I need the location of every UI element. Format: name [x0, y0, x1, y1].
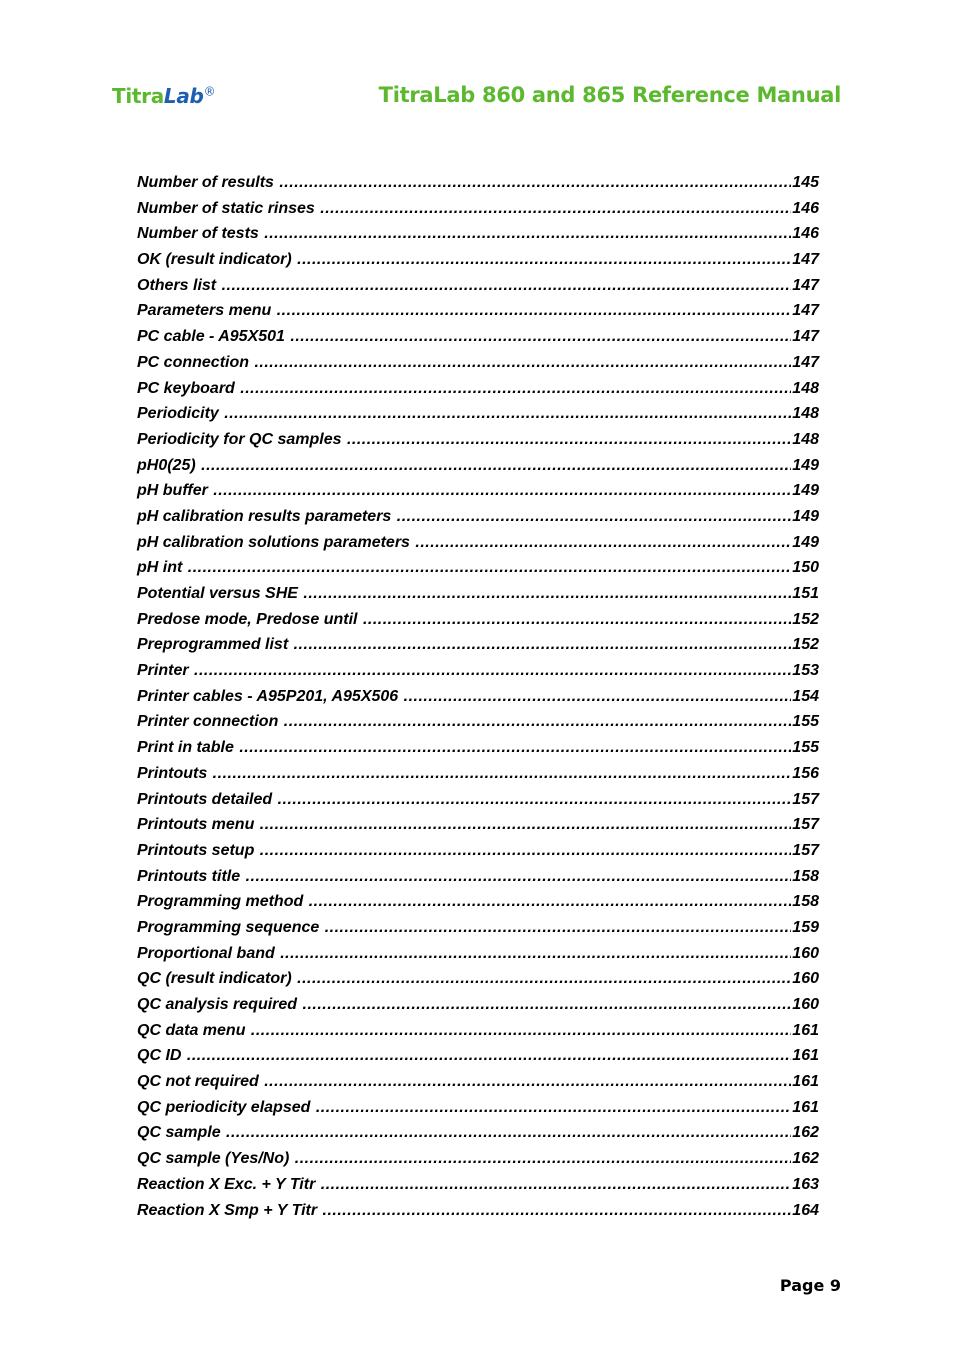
- index-entry-page: 161: [792, 1073, 819, 1091]
- index-entry-term: Number of results: [137, 174, 279, 191]
- index-entry-page: 151: [792, 585, 819, 602]
- index-entry-term: Printer: [137, 662, 194, 680]
- index-entry-term: Printer connection: [137, 713, 283, 731]
- index-entry: [137, 328, 819, 354]
- index-entry-term: QC sample (Yes/No): [137, 1150, 294, 1168]
- index-entry-term: pH calibration solutions parameters: [137, 533, 415, 551]
- index-entry: [137, 893, 819, 919]
- dot-leader: [325, 919, 792, 937]
- index-entry: [137, 200, 819, 226]
- index-entry-page: 149: [792, 533, 819, 551]
- index-entry-page: 160: [792, 996, 819, 1013]
- dot-leader: [278, 791, 792, 809]
- dot-leader: [194, 662, 791, 680]
- index-entry-page: 160: [792, 944, 819, 962]
- index-entry: [137, 457, 819, 483]
- index-entry-page: 161: [792, 1021, 819, 1039]
- dot-leader: [240, 380, 791, 398]
- index-entry: [137, 636, 819, 662]
- index-entry: [137, 174, 819, 200]
- index-entry: [137, 302, 819, 328]
- dot-leader: [347, 431, 791, 449]
- brand-logo-part1: Titra: [112, 84, 164, 108]
- page-number: Page 9: [779, 1276, 841, 1295]
- index-entry-term: Others list: [137, 276, 221, 294]
- index-entry: [137, 559, 819, 585]
- index-entry-term: pH buffer: [137, 482, 213, 500]
- index-entry-term: QC ID: [137, 1047, 186, 1065]
- dot-leader: [201, 457, 791, 475]
- dot-leader: [246, 868, 792, 886]
- index-entry-page: 147: [792, 276, 819, 294]
- index-entry: [137, 868, 819, 894]
- index-entry-term: PC connection: [137, 353, 254, 371]
- index-entry-term: Programming method: [137, 893, 308, 911]
- index-entry-term: Printouts menu: [137, 816, 259, 834]
- dot-leader: [260, 816, 792, 834]
- index-entry-page: 146: [792, 199, 819, 217]
- index-entry-page: 160: [792, 970, 819, 988]
- dot-leader: [222, 277, 792, 295]
- dot-leader: [279, 174, 791, 192]
- index-entry-term: Number of static rinses: [137, 199, 320, 217]
- dot-leader: [297, 970, 791, 988]
- index-entry-term: Number of tests: [137, 225, 264, 243]
- index-entry-term: Periodicity for QC samples: [137, 430, 346, 448]
- dot-leader: [264, 1073, 791, 1091]
- index-entry-page: 158: [792, 867, 819, 885]
- index-entry-term: OK (result indicator): [137, 251, 297, 269]
- index-entry: [137, 585, 819, 611]
- manual-title: TitraLab 860 and 865 Reference Manual: [378, 83, 841, 107]
- index-entry: [137, 765, 819, 791]
- dot-leader: [323, 1202, 792, 1220]
- index-entry: [137, 431, 819, 457]
- dot-leader: [316, 1099, 791, 1117]
- index-entry-term: pH calibration results parameters: [137, 507, 396, 525]
- index-entry: [137, 1022, 819, 1048]
- index-entry: [137, 996, 819, 1022]
- index-entry-page: 149: [792, 482, 819, 500]
- index-entry-page: 154: [792, 687, 819, 705]
- index-entry-term: Periodicity: [137, 405, 224, 423]
- dot-leader: [277, 302, 792, 320]
- index-entry: [137, 1176, 819, 1202]
- dot-leader: [260, 842, 792, 860]
- dot-leader: [239, 739, 791, 757]
- index-entry: [137, 791, 819, 817]
- index-entry-term: Print in table: [137, 739, 239, 757]
- brand-logo: [112, 84, 215, 108]
- index-entry: [137, 688, 819, 714]
- index-entry-page: 149: [792, 507, 819, 525]
- index-entry-term: Potential versus SHE: [137, 585, 303, 602]
- index-entry-page: 161: [792, 1047, 819, 1065]
- index-entry: [137, 354, 819, 380]
- index-entry: [137, 251, 819, 277]
- index-list: [137, 174, 819, 1227]
- dot-leader: [397, 508, 792, 526]
- index-entry-page: 147: [792, 328, 819, 346]
- index-entry-page: 162: [792, 1150, 819, 1168]
- index-entry-term: Printouts: [137, 764, 212, 782]
- index-entry: [137, 970, 819, 996]
- index-entry: [137, 277, 819, 303]
- dot-leader: [213, 482, 791, 500]
- index-entry-term: QC (result indicator): [137, 970, 297, 988]
- dot-leader: [404, 688, 792, 706]
- index-entry-page: 162: [792, 1124, 819, 1142]
- index-entry-term: pH int: [137, 559, 187, 577]
- index-entry: [137, 1150, 819, 1176]
- index-entry: [137, 611, 819, 637]
- index-entry: [137, 405, 819, 431]
- index-entry-term: QC data menu: [137, 1021, 250, 1039]
- index-entry-page: 149: [792, 456, 819, 474]
- index-entry-page: 148: [792, 405, 819, 423]
- index-entry-page: 157: [792, 841, 819, 859]
- index-entry: [137, 225, 819, 251]
- index-entry: [137, 508, 819, 534]
- dot-leader: [284, 713, 792, 731]
- index-entry-term: QC not required: [137, 1073, 264, 1091]
- dot-leader: [224, 405, 791, 423]
- index-entry: [137, 816, 819, 842]
- dot-leader: [321, 1176, 792, 1194]
- index-entry: [137, 662, 819, 688]
- index-entry-term: Printer cables - A95P201, A95X506: [137, 687, 403, 705]
- dot-leader: [264, 225, 791, 243]
- dot-leader: [187, 1047, 791, 1065]
- dot-leader: [213, 765, 792, 783]
- index-entry-term: Predose mode, Predose until: [137, 610, 362, 628]
- index-entry: [137, 534, 819, 560]
- index-entry-term: QC periodicity elapsed: [137, 1098, 315, 1116]
- dot-leader: [415, 534, 791, 552]
- index-entry: [137, 945, 819, 971]
- index-entry-page: 156: [792, 764, 819, 782]
- index-entry-term: Preprogrammed list: [137, 636, 293, 654]
- index-entry-page: 147: [792, 251, 819, 269]
- index-entry-term: QC sample: [137, 1124, 226, 1142]
- index-entry-page: 147: [792, 353, 819, 371]
- index-entry-page: 146: [792, 225, 819, 243]
- dot-leader: [320, 200, 791, 218]
- index-entry-page: 148: [792, 430, 819, 448]
- index-entry-page: 152: [792, 636, 819, 654]
- dot-leader: [254, 354, 791, 372]
- index-entry: [137, 842, 819, 868]
- brand-logo-part2: Lab: [163, 84, 204, 108]
- index-entry-page: 163: [792, 1175, 819, 1193]
- index-entry: [137, 1099, 819, 1125]
- dot-leader: [295, 1150, 792, 1168]
- index-entry-page: 158: [792, 893, 819, 911]
- index-entry-page: 157: [792, 790, 819, 808]
- index-entry-term: Parameters menu: [137, 302, 276, 320]
- index-entry: [137, 1202, 819, 1228]
- dot-leader: [363, 611, 791, 629]
- index-entry-term: Reaction X Smp + Y Titr: [137, 1201, 322, 1219]
- index-entry-term: QC analysis required: [137, 996, 302, 1013]
- index-entry-page: 161: [792, 1098, 819, 1116]
- index-entry-term: Programming sequence: [137, 918, 324, 936]
- dot-leader: [294, 636, 792, 654]
- index-entry-page: 155: [792, 739, 819, 757]
- dot-leader: [303, 996, 792, 1014]
- index-entry-term: Reaction X Exc. + Y Titr: [137, 1175, 320, 1193]
- index-entry-term: Printouts setup: [137, 841, 259, 859]
- index-entry-term: Proportional band: [137, 944, 280, 962]
- dot-leader: [309, 893, 792, 911]
- index-entry-page: 159: [792, 918, 819, 936]
- index-entry: [137, 380, 819, 406]
- index-entry: [137, 739, 819, 765]
- index-entry-term: Printouts detailed: [137, 790, 277, 808]
- index-entry-term: PC keyboard: [137, 379, 240, 397]
- index-entry-term: Printouts title: [137, 867, 245, 885]
- index-entry-page: 145: [792, 174, 819, 191]
- index-entry-page: 155: [792, 713, 819, 731]
- index-entry-page: 152: [792, 610, 819, 628]
- index-entry-page: 150: [792, 559, 819, 577]
- index-entry: [137, 919, 819, 945]
- index-entry-page: 147: [792, 302, 819, 320]
- dot-leader: [290, 328, 791, 346]
- index-entry-page: 148: [792, 379, 819, 397]
- index-entry-term: PC cable - A95X501: [137, 328, 290, 346]
- dot-leader: [280, 945, 791, 963]
- index-entry: [137, 1073, 819, 1099]
- index-entry: [137, 1047, 819, 1073]
- index-entry-term: pH0(25): [137, 456, 201, 474]
- dot-leader: [297, 251, 791, 269]
- dot-leader: [303, 585, 791, 603]
- index-entry-page: 157: [792, 816, 819, 834]
- registered-mark: ®: [203, 84, 216, 99]
- index-entry: [137, 1124, 819, 1150]
- dot-leader: [251, 1022, 791, 1040]
- index-entry-page: 153: [792, 662, 819, 680]
- index-entry: [137, 713, 819, 739]
- index-entry-page: 164: [792, 1201, 819, 1219]
- index-entry: [137, 482, 819, 508]
- dot-leader: [188, 559, 792, 577]
- dot-leader: [226, 1124, 791, 1142]
